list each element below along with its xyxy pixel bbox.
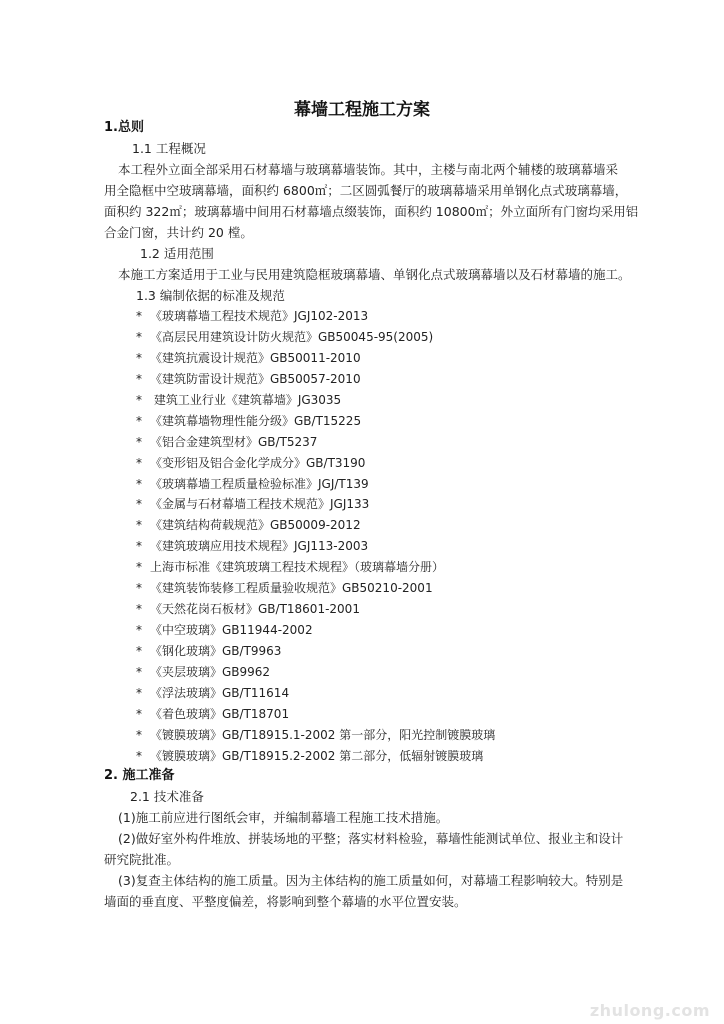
list-item: * 《中空玻璃》GB11944-2002 (136, 623, 313, 638)
list-item: * 《建筑装饰装修工程质量验收规范》GB50210-2001 (136, 581, 433, 596)
overview-line-2: 用全隐框中空玻璃幕墙，面积约 6800㎡；二区圆弧餐厅的玻璃幕墙采用单钢化点式玻璃幕墙， (104, 183, 628, 198)
list-item: * 《镀膜玻璃》GB/T18915.1-2002 第一部分，阳光控制镀膜玻璃 (136, 727, 496, 742)
section-1-heading: 1.总则 (104, 120, 144, 135)
prep-item-3: (3)复查主体结构的施工质量。因为主体结构的施工质量如何，对幕墙工程影响较大。特别是 (118, 873, 624, 888)
section-1-2-heading: 1.2 适用范围 (140, 246, 214, 261)
list-item: * 《着色玻璃》GB/T18701 (136, 706, 290, 721)
overview-line-4: 合金门窗，共计约 20 樘。 (104, 225, 253, 240)
list-item: * 《建筑抗震设计规范》GB50011-2010 (136, 350, 361, 365)
list-item: * 《浮法玻璃》GB/T11614 (136, 685, 290, 700)
prep-item-2-cont: 研究院批准。 (104, 852, 180, 867)
list-item: * 《建筑幕墙物理性能分级》GB/T15225 (136, 413, 362, 428)
list-item: * 《玻璃幕墙工程技术规范》JGJ102-2013 (136, 309, 369, 323)
section-2-heading: 2. 施工准备 (104, 768, 175, 783)
list-item: * 建筑工业行业《建筑幕墙》JG3035 (136, 392, 342, 407)
scope-line: 本施工方案适用于工业与民用建筑隐框玻璃幕墙、单钢化点式玻璃幕墙以及石材幕墙的施工。 (118, 267, 631, 282)
document-title: 幕墙工程施工方案 (294, 100, 430, 120)
list-item: * 《建筑防雷设计规范》GB50057-2010 (136, 371, 361, 386)
list-item: * 上海市标准《建筑玻璃工程技术规程》（玻璃幕墙分册） (136, 560, 445, 575)
list-item: * 《镀膜玻璃》GB/T18915.2-2002 第二部分，低辐射镀膜玻璃 (136, 748, 484, 763)
section-2-1-heading: 2.1 技术准备 (130, 789, 204, 804)
list-item: * 《铝合金建筑型材》GB/T5237 (136, 434, 318, 449)
references-list (136, 306, 495, 767)
watermark-logo: zhulong.com (589, 1001, 710, 1020)
overview-line-3: 面积约 322㎡；玻璃幕墙中间用石材幕墙点缀装饰，面积约 10800㎡；外立面所有门窗均采用铝 (104, 204, 639, 219)
list-item: * 《建筑结构荷载规范》GB50009-2012 (136, 518, 361, 533)
overview-line-1: 本工程外立面全部采用石材幕墙与玻璃幕墙装饰。其中，主楼与南北两个辅楼的玻璃幕墙采 (118, 162, 619, 177)
list-item: * 《变形铝及铝合金化学成分》GB/T3190 (136, 455, 366, 470)
list-item: * 《夹层玻璃》GB9962 (136, 664, 271, 679)
prep-item-1: (1)施工前应进行图纸会审，并编制幕墙工程施工技术措施。 (118, 810, 449, 825)
section-1-1-heading: 1.1 工程概况 (132, 141, 206, 156)
list-item: * 《建筑玻璃应用技术规程》JGJ113-2003 (136, 539, 369, 554)
list-item: * 《高层民用建筑设计防火规范》GB50045-95(2005) (136, 329, 434, 344)
list-item: * 《天然花岗石板材》GB/T18601-2001 (136, 602, 360, 617)
section-1-3-heading: 1.3 编制依据的标准及规范 (136, 288, 285, 303)
list-item: * 《玻璃幕墙工程质量检验标准》JGJ/T139 (136, 476, 369, 491)
list-item: * 《金属与石材幕墙工程技术规范》JGJ133 (136, 497, 370, 512)
prep-item-3-cont: 墙面的垂直度、平整度偏差，将影响到整个幕墙的水平位置安装。 (104, 894, 467, 909)
prep-item-2: (2)做好室外构件堆放、拼装场地的平整；落实材料检验，幕墙性能测试单位、报业主和设计 (118, 831, 624, 846)
list-item: * 《钢化玻璃》GB/T9963 (136, 644, 282, 658)
